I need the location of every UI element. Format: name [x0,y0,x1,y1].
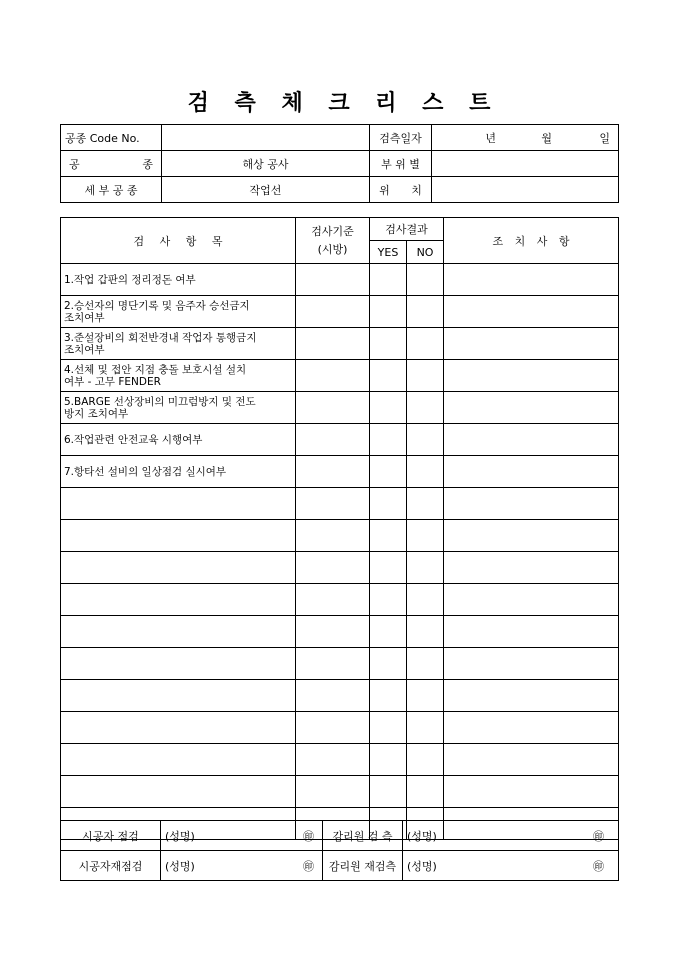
standard-cell[interactable] [296,264,370,296]
yes-cell[interactable] [370,424,407,456]
standard-cell[interactable] [296,392,370,424]
no-cell[interactable] [407,456,444,488]
no-cell[interactable] [407,360,444,392]
check-item [61,648,296,680]
location-label: 부 위 별 [370,151,432,177]
name-label: (성명) [407,829,437,843]
date-value[interactable] [432,125,619,151]
action-cell[interactable] [444,296,619,328]
table-row [61,648,619,680]
supervisor-recheck-label: 감리원 재검측 [323,851,403,881]
table-row [61,744,619,776]
yes-cell[interactable] [370,488,407,520]
supervisor-check-sign[interactable] [403,821,619,851]
location-value[interactable] [432,151,619,177]
table-row [61,328,619,360]
action-cell[interactable] [444,744,619,776]
yes-cell[interactable] [370,584,407,616]
no-cell[interactable] [407,648,444,680]
yes-cell[interactable] [370,552,407,584]
name-label: (성명) [165,829,195,843]
date-label: 검측일자 [370,125,432,151]
contractor-recheck-sign[interactable] [161,851,323,881]
detail-value[interactable]: 작업선 [162,177,370,203]
action-cell[interactable] [444,520,619,552]
type-value[interactable]: 해상 공사 [162,151,370,177]
no-cell[interactable] [407,744,444,776]
yes-cell[interactable] [370,392,407,424]
no-cell[interactable] [407,488,444,520]
table-row [61,424,619,456]
table-row [61,296,619,328]
seal-icon: ㊞ [593,859,604,873]
day-label: 일 [599,131,610,145]
page-title: 검 측 체 크 리 스 트 [187,90,493,116]
standard-cell[interactable] [296,584,370,616]
no-cell[interactable] [407,424,444,456]
position-label: 위 치 [370,177,432,203]
action-cell[interactable] [444,584,619,616]
action-cell[interactable] [444,648,619,680]
check-item: 1.작업 갑판의 정리정돈 여부 [61,264,296,296]
yes-cell[interactable] [370,616,407,648]
table-row [61,360,619,392]
yes-cell[interactable] [370,360,407,392]
standard-cell[interactable] [296,296,370,328]
standard-cell[interactable] [296,648,370,680]
check-item [61,584,296,616]
month-label: 월 [541,131,552,145]
action-cell[interactable] [444,712,619,744]
table-row [61,584,619,616]
check-item [61,616,296,648]
seal-icon: ㊞ [303,829,314,843]
no-cell[interactable] [407,584,444,616]
table-row [61,264,619,296]
standard-cell[interactable] [296,360,370,392]
contractor-check-label: 시공자 점검 [61,821,161,851]
name-label: (성명) [165,859,195,873]
check-item: 7.항타선 설비의 일상점검 실시여부 [61,456,296,488]
action-cell[interactable] [444,392,619,424]
no-cell[interactable] [407,712,444,744]
action-cell[interactable] [444,616,619,648]
no-cell[interactable] [407,296,444,328]
check-item [61,744,296,776]
check-item [61,552,296,584]
action-cell[interactable] [444,552,619,584]
table-row [61,488,619,520]
code-value[interactable] [162,125,370,151]
no-cell[interactable] [407,264,444,296]
standard-cell[interactable] [296,616,370,648]
standard-cell[interactable] [296,520,370,552]
no-cell[interactable] [407,552,444,584]
position-value[interactable] [432,177,619,203]
col-action-header: 조 치 사 항 [444,218,619,264]
seal-icon: ㊞ [303,859,314,873]
detail-label: 세 부 공 종 [61,177,162,203]
action-cell[interactable] [444,424,619,456]
table-row [61,712,619,744]
checklist-table [60,217,619,840]
action-cell[interactable] [444,680,619,712]
standard-cell[interactable] [296,680,370,712]
name-label: (성명) [407,859,437,873]
check-item: 2.승선자의 명단기록 및 음주자 승선금지 조치여부 [61,296,296,328]
yes-cell[interactable] [370,776,407,808]
yes-cell[interactable] [370,648,407,680]
standard-cell[interactable] [296,776,370,808]
check-item [61,712,296,744]
yes-cell[interactable] [370,456,407,488]
seal-icon: ㊞ [593,829,604,843]
no-cell[interactable] [407,776,444,808]
col-standard-header: 검사기준 (시방) [296,218,370,264]
yes-cell[interactable] [370,520,407,552]
yes-cell[interactable] [370,296,407,328]
check-item: 4.선체 및 접안 지점 충돌 보호시설 설치 여부 - 고무 FENDER [61,360,296,392]
action-cell[interactable] [444,360,619,392]
col-item-header: 검 사 항 목 [61,218,296,264]
yes-cell[interactable] [370,744,407,776]
check-item: 5.BARGE 선상장비의 미끄럼방지 및 전도 방지 조치여부 [61,392,296,424]
check-item [61,680,296,712]
check-item [61,520,296,552]
standard-cell[interactable] [296,424,370,456]
contractor-recheck-label: 시공자재점검 [61,851,161,881]
no-cell[interactable] [407,616,444,648]
check-item [61,776,296,808]
table-row [61,616,619,648]
yes-cell[interactable] [370,712,407,744]
standard-cell[interactable] [296,552,370,584]
contractor-check-sign[interactable] [161,821,323,851]
action-cell[interactable] [444,264,619,296]
check-item: 3.준설장비의 회전반경내 작업자 통행금지 조치여부 [61,328,296,360]
action-cell[interactable] [444,488,619,520]
col-no-header: NO [407,241,444,264]
signature-table [60,820,619,881]
table-row [61,392,619,424]
table-row [61,456,619,488]
header-table [60,124,619,203]
yes-cell[interactable] [370,328,407,360]
no-cell[interactable] [407,520,444,552]
yes-cell[interactable] [370,680,407,712]
supervisor-check-label: 감리원 검 측 [323,821,403,851]
col-yes-header: YES [370,241,407,264]
type-label: 공 종 [61,151,162,177]
standard-cell[interactable] [296,712,370,744]
table-row [61,776,619,808]
standard-cell[interactable] [296,456,370,488]
standard-cell[interactable] [296,328,370,360]
check-item [61,488,296,520]
action-cell[interactable] [444,456,619,488]
supervisor-recheck-sign[interactable] [403,851,619,881]
no-cell[interactable] [407,392,444,424]
action-cell[interactable] [444,328,619,360]
table-row [61,552,619,584]
no-cell[interactable] [407,680,444,712]
col-result-header: 검사결과 [370,218,444,241]
year-label: 년 [485,131,496,145]
no-cell[interactable] [407,328,444,360]
standard-cell[interactable] [296,744,370,776]
table-row [61,680,619,712]
check-item: 6.작업관련 안전교육 시행여부 [61,424,296,456]
action-cell[interactable] [444,776,619,808]
yes-cell[interactable] [370,264,407,296]
standard-cell[interactable] [296,488,370,520]
code-label: 공종 Code No. [61,125,162,151]
table-row [61,520,619,552]
